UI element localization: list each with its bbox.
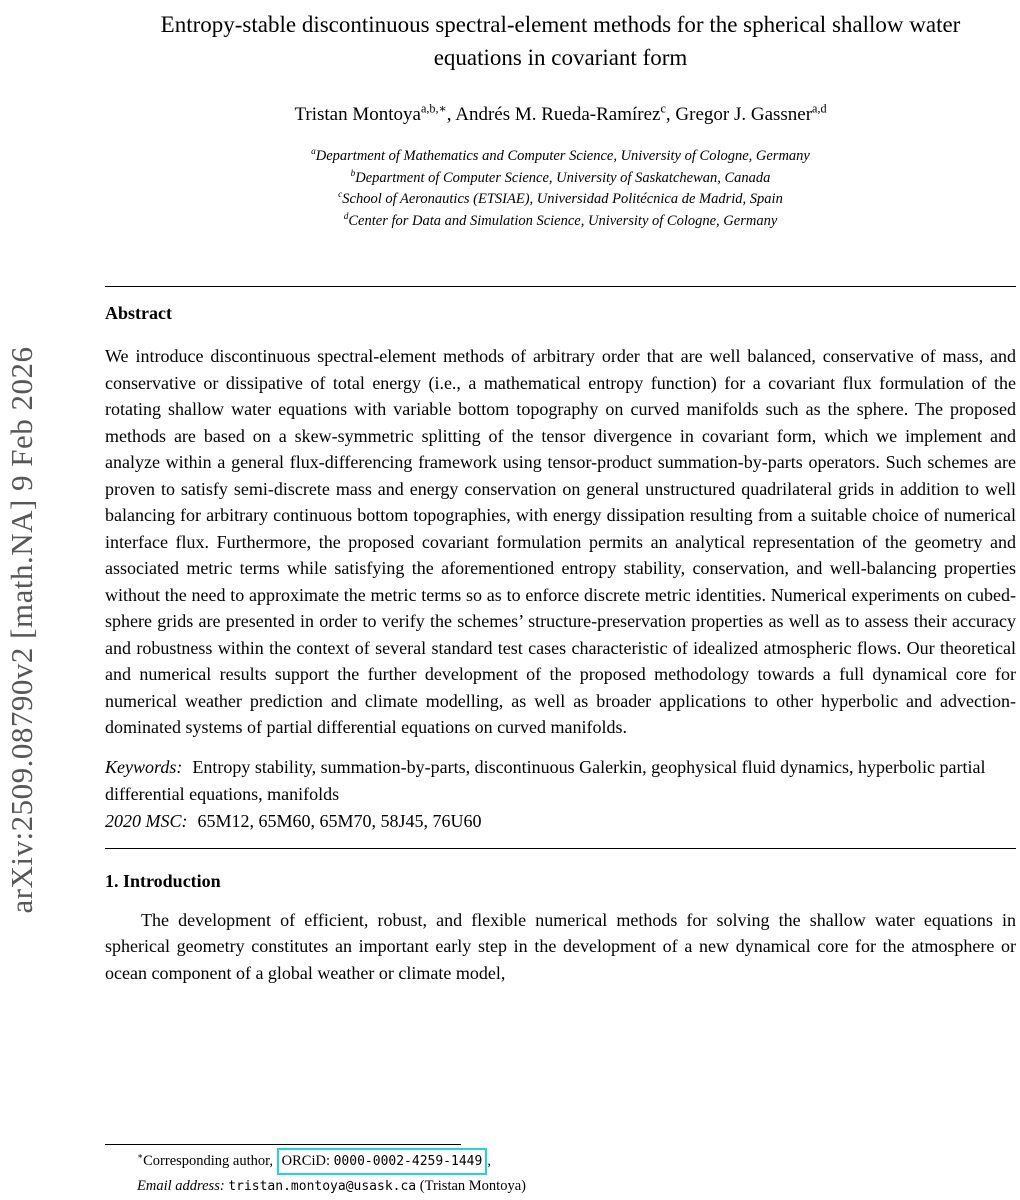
abstract-heading: Abstract xyxy=(105,303,172,323)
author-affiliation-marker: a,b,∗ xyxy=(420,101,447,116)
footnote-corresponding-text: Corresponding author, xyxy=(143,1153,277,1169)
author-name: Gregor J. Gassner xyxy=(675,104,813,125)
abstract-bottom-rule xyxy=(105,848,1016,849)
msc-line xyxy=(105,808,1016,835)
footnote-area xyxy=(105,1144,1016,1198)
msc-text: 65M12, 65M60, 65M70, 58J45, 76U60 xyxy=(197,810,482,831)
paper-content xyxy=(105,0,1016,986)
orcid-label: ORCiD: xyxy=(281,1153,334,1169)
arxiv-identifier-watermark: arXiv:2509.08790v2 [math.NA] 9 Feb 2026 xyxy=(4,346,39,914)
affiliation-marker: c xyxy=(338,190,343,201)
footnote-corresponding-line xyxy=(105,1148,1016,1175)
orcid-value: 0000-0002-4259-1449 xyxy=(333,1154,483,1169)
affiliations-list xyxy=(105,146,1016,232)
keywords-msc-block xyxy=(105,754,1016,835)
email-label: Email address: xyxy=(137,1178,229,1194)
footnote-comma: , xyxy=(487,1153,491,1169)
affiliation-marker: b xyxy=(350,168,356,179)
affiliation-line: $^b$Department of Computer Science, University of Saskatchewan, Canada xyxy=(350,168,771,186)
msc-label: 2020 MSC: xyxy=(105,810,188,831)
keywords-line xyxy=(105,754,1016,808)
paper-title: Entropy-stable discontinuous spectral-element methods for the spherical shallow water equations in covariant form xyxy=(160,12,961,70)
introduction-paragraph: The development of efficient, robust, and flexible numerical methods for solving the shallow water equations in spherical geometry constitutes an important early step in the development of a new dynamical core for the atmosphere or ocean component of a global weather or climate model, xyxy=(105,909,1016,983)
keywords-label: Keywords: xyxy=(105,756,183,777)
authors-line: Tristan Montoya$^{a,b,∗}$, Andrés M. Rueda-Ramírez$^c$, Gregor J. Gassner$^{a,d}$ xyxy=(294,101,827,125)
email-value: tristan.montoya@usask.ca xyxy=(228,1179,417,1194)
email-suffix: (Tristan Montoya) xyxy=(416,1178,526,1194)
footnote-marker: ∗ xyxy=(137,1151,144,1162)
author-affiliation-marker: c xyxy=(660,101,666,116)
footnote-rule xyxy=(105,1144,461,1145)
affiliation-line: $^a$Department of Mathematics and Computer Science, University of Cologne, Germany xyxy=(311,147,810,164)
footnote-email-line xyxy=(105,1175,1016,1198)
affiliation-marker: a xyxy=(311,147,316,158)
affiliation-line: $^d$Center for Data and Simulation Science, University of Cologne, Germany xyxy=(343,211,778,229)
orcid-link[interactable] xyxy=(277,1148,488,1175)
author-affiliation-marker: a,d xyxy=(812,101,827,116)
abstract-top-rule xyxy=(105,286,1016,287)
keywords-text: Entropy stability, summation-by-parts, discontinuous Galerkin, geophysical fluid dynamics, hyperbolic partial differential equations, manifolds xyxy=(105,756,986,804)
section-heading-introduction: 1. Introduction xyxy=(105,870,221,891)
author-name: Tristan Montoya xyxy=(294,104,421,125)
affiliation-marker: d xyxy=(343,211,349,222)
affiliation-line: $^c$School of Aeronautics (ETSIAE), Universidad Politécnica de Madrid, Spain xyxy=(338,190,783,207)
author-name: Andrés M. Rueda-Ramírez xyxy=(455,104,661,125)
abstract-body: We introduce discontinuous spectral-element methods of arbitrary order that are well balanced, conservative of mass, and conservative or dissipative of total energy (i.e., a mathematical entropy function) for a covariant flux formulation of the rotating shallow water equations with variable bottom topography on curved manifolds such as the sphere. The proposed methods are based on a skew-symmetric splitting of the tensor divergence in covariant form, which we implement and analyze within a general flux-differencing framework using tensor-product summation-by-parts operators. Such schemes are proven to satisfy semi-discrete mass and energy conservation on general unstructured quadrilateral grids in addition to well balancing for arbitrary continuous bottom topographies, with energy dissipation resulting from a suitable choice of numerical interface flux. Furthermore, the proposed covariant formulation permits an analytical representation of the geometry and associated metric terms while satisfying the aforementioned entropy stability, conservation, and well-balancing properties without the need to approximate the metric terms so as to enforce discrete metric identities. Numerical experiments on cubed-sphere grids are presented in order to verify the schemes’ structure-preservation properties as well as to assess their accuracy and robustness within the context of several standard test cases characteristic of idealized atmospheric flows. Our theoretical and numerical results support the further development of the proposed methodology towards a full dynamical core for numerical weather prediction and climate modelling, as well as broader applications to other hyperbolic and advection-dominated systems of partial differential equations on curved manifolds. xyxy=(105,346,1016,737)
